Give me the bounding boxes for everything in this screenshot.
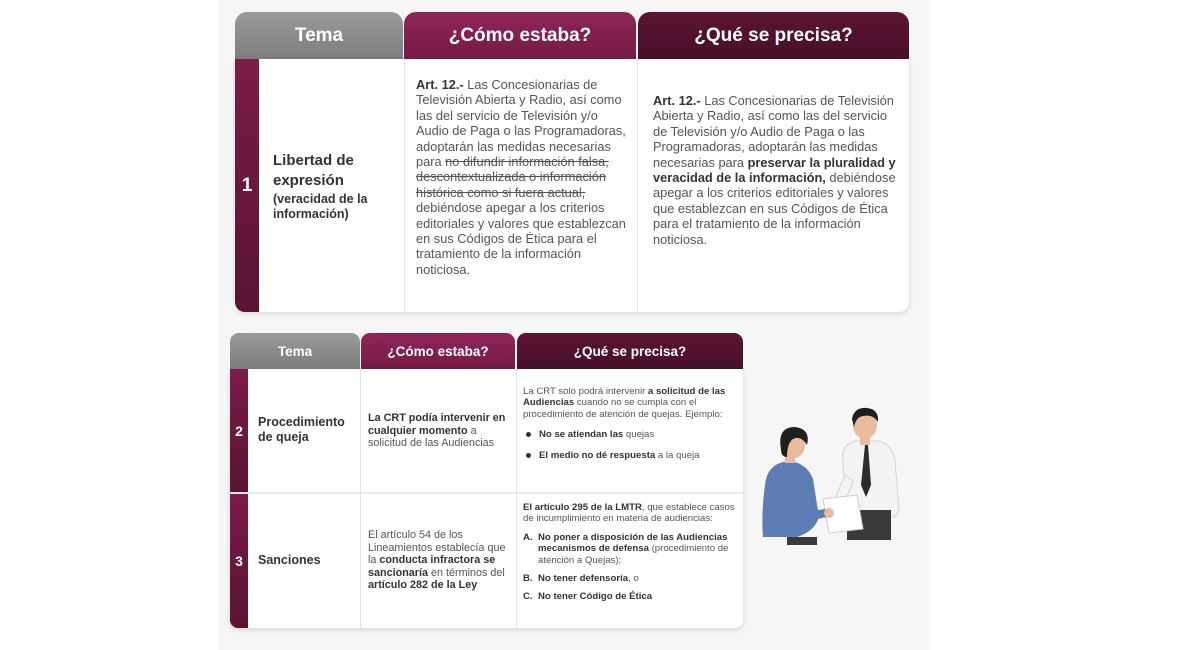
highlight-text: No tener defensoría	[538, 573, 629, 585]
highlight-text: El medio no dé respuesta	[539, 449, 656, 461]
header-que-se-precisa: ¿Qué se precisa?	[517, 333, 743, 369]
intro-text	[523, 386, 735, 420]
two-people-reviewing-document-icon	[757, 405, 912, 545]
header-que-se-precisa: ¿Qué se precisa?	[638, 12, 909, 59]
highlight-text: No se atiendan las	[539, 429, 624, 441]
list-item	[523, 429, 735, 440]
highlight-text: a solicitud de las Audiencias	[523, 386, 726, 409]
text-part: Las Concesionarias de Televisión Abierta y Radio, así como las del servicio de Televisión y/o Audio de Paga o las Programadoras, adoptarán las medidas necesarias para	[416, 77, 626, 170]
text-part: en términos del	[428, 566, 505, 579]
row-number: 1	[235, 59, 259, 312]
column-divider	[404, 59, 405, 312]
list-item	[523, 532, 735, 566]
como-estaba-text	[416, 77, 628, 277]
highlight-text: La CRT podía intervenir en cualquier momento	[368, 412, 506, 437]
text-part: El artículo 54 de los Lineamientos establecía que la	[368, 529, 506, 567]
article-label: Art. 12.-	[653, 93, 701, 108]
que-se-precisa-text	[523, 502, 735, 603]
highlight-text: conducta infractora se sancionaría	[368, 554, 496, 579]
text-part: quejas	[623, 429, 655, 441]
table-row	[235, 59, 909, 312]
intro-text	[523, 502, 735, 525]
header-como-estaba: ¿Cómo estaba?	[361, 333, 515, 369]
list-letter: B.	[523, 573, 533, 585]
example-list	[523, 429, 735, 461]
table-queja-sanciones	[230, 333, 743, 628]
header-tema: Tema	[235, 12, 403, 59]
list-letter: A.	[523, 531, 533, 543]
text-part: a la queja	[655, 449, 700, 461]
row-number: 2	[230, 369, 248, 492]
list-item	[523, 591, 735, 602]
row-tema	[273, 151, 398, 222]
text-part: , que establece casos de incumplimiento en materia de audiencias:	[523, 502, 735, 525]
que-se-precisa-text	[523, 386, 735, 461]
text-part: (procedimiento de atención a Quejas);	[538, 543, 729, 566]
highlight-text: artículo 282 de la Ley	[368, 579, 478, 592]
row-tema: Procedimiento de queja	[258, 415, 345, 444]
row-tema: Sanciones	[258, 553, 321, 567]
bullet-icon	[526, 432, 531, 437]
list-letter: C.	[523, 591, 533, 603]
lettered-list	[523, 532, 735, 603]
highlight-text: preservar la pluralidad y veracidad de la información,	[653, 154, 896, 186]
column-divider	[360, 369, 361, 628]
column-divider	[516, 369, 517, 628]
highlight-text: No poner a disposición de las Audiencias mecanismos de defensa	[538, 531, 728, 555]
list-item	[523, 450, 735, 461]
column-divider	[637, 59, 638, 312]
list-item	[523, 573, 735, 584]
tema-subtitle: (veracidad de la información)	[273, 192, 368, 221]
como-estaba-text	[368, 412, 512, 450]
row-divider	[230, 492, 743, 494]
que-se-precisa-text	[653, 93, 898, 247]
text-part: , o	[628, 573, 639, 585]
bullet-icon	[526, 453, 531, 458]
text-part: debiéndose apegar a los criterios editoriales y valores que establezcan en sus Códigos de Ética para el tratamiento de la información noticiosa.	[416, 200, 626, 277]
row-number: 3	[230, 494, 248, 628]
header-tema: Tema	[230, 333, 360, 369]
text-part: debiéndose apegar a los criterios editoriales y valores que establezcan en sus Códigos de Ética para el tratamiento de la información noticiosa.	[653, 170, 896, 247]
table-libertad-expresion	[235, 12, 909, 312]
text-part: a solicitud de las Audiencias	[368, 424, 495, 450]
table-body	[230, 369, 743, 628]
text-part: Las Concesionarias de Televisión Abierta y Radio, así como las del servicio de Televisión y/o Audio de Paga o las Programadoras, adoptarán las medidas necesarias para	[653, 93, 894, 170]
struck-text: no difundir información falsa, descontextualizada o información histórica como si fuera actual,	[416, 154, 609, 200]
article-label: Art. 12.-	[416, 77, 464, 92]
text-part: La CRT solo podrá intervenir	[523, 386, 648, 397]
como-estaba-text	[368, 529, 512, 592]
highlight-text: No tener Código de Ética	[538, 591, 653, 603]
highlight-text: El artículo 295 de la LMTR	[523, 502, 642, 513]
text-part: cuando no se cumpla con el procedimiento de atención de quejas. Ejemplo:	[523, 397, 723, 420]
header-como-estaba: ¿Cómo estaba?	[404, 12, 636, 59]
tema-title: Libertad de expresión	[273, 152, 354, 189]
